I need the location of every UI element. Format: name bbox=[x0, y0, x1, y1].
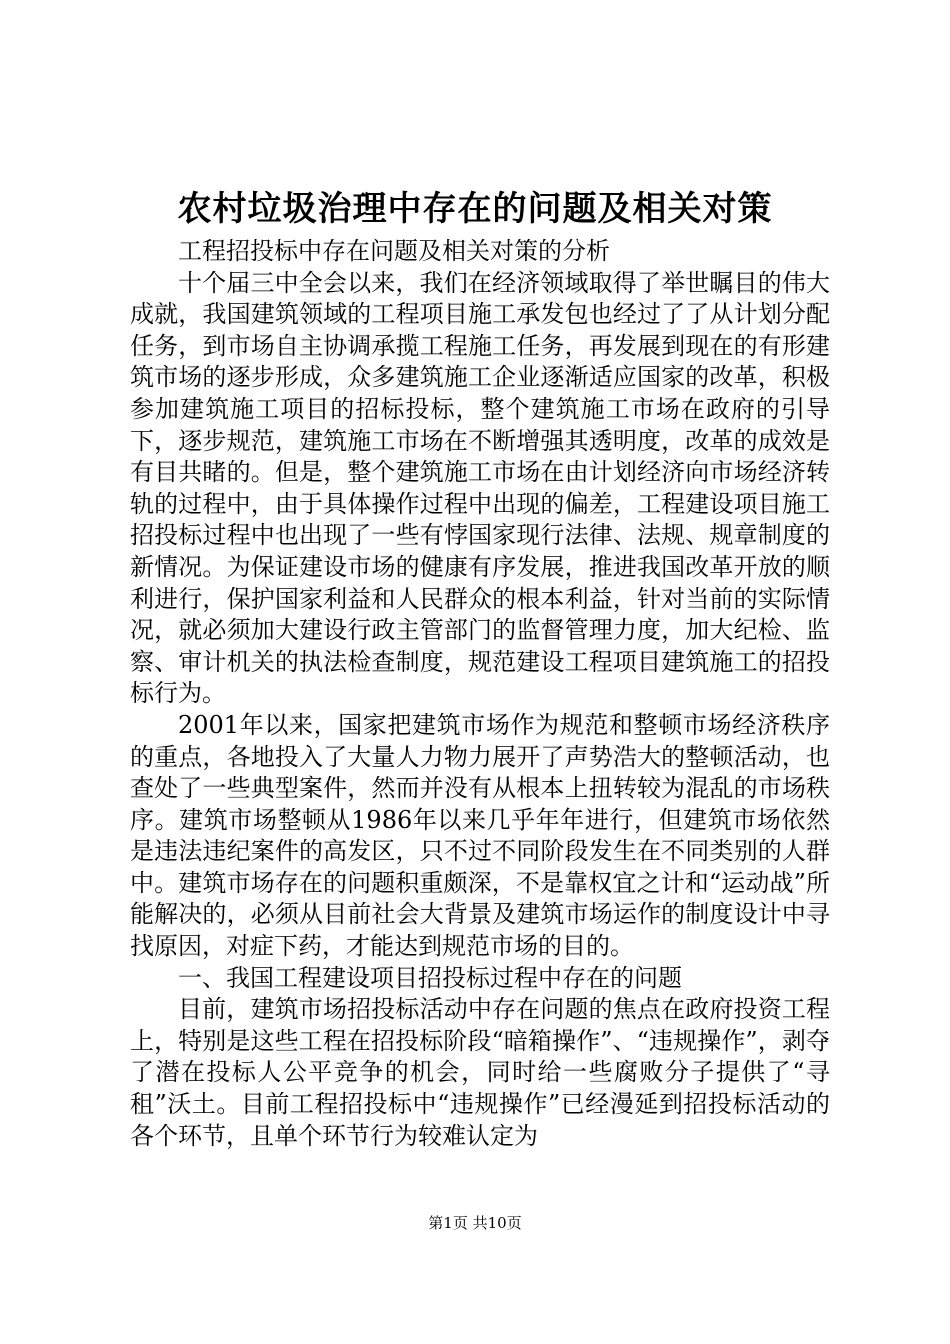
paragraph: 2001年以来，国家把建筑市场作为规范和整顿市场经济秩序的重点，各地投入了大量人力物力展开了声势浩大的整顿活动，也查处了一些典型案件，然而并没有从根本上扭转较为混乱的市场秩序。建筑市场整顿从1986年以来几乎年年进行，但建筑市场依然是违法违纪案件的高发区，只不过不同阶段发生在不同类别的人群中。建筑市场存在的问题积重颇深，不是靠权宜之计和“运动战”所能解决的，必须从目前社会大背景及建筑市场运作的制度设计中寻找原因，对症下药，才能达到规范市场的目的。 bbox=[130, 710, 830, 961]
page-footer: 第1页 共10页 bbox=[428, 1214, 522, 1232]
document-body bbox=[130, 236, 830, 1152]
paragraph: 目前，建筑市场招投标活动中存在问题的焦点在政府投资工程上，特别是这些工程在招投标阶段“暗箱操作”、“违规操作”，剥夺了潜在投标人公平竞争的机会，同时给一些腐败分子提供了“寻租”沃土。目前工程招投标中“违规操作”已经漫延到招投标活动的各个环节，且单个环节行为较难认定为 bbox=[130, 995, 830, 1150]
paragraph: 十个届三中全会以来，我们在经济领域取得了举世瞩目的伟大成就，我国建筑领域的工程项目施工承发包也经过了了从计划分配任务，到市场自主协调承揽工程施工任务，再发展到现在的有形建筑市场的逐步形成，众多建筑施工企业逐渐适应国家的改革，积极参加建筑施工项目的招标投标，整个建筑施工市场在政府的引导下，逐步规范，建筑施工市场在不断增强其透明度，改革的成效是有目共睹的。但是，整个建筑施工市场在由计划经济向市场经济转轨的过程中，由于具体操作过程中出现的偏差，工程建设项目施工招投标过程中也出现了一些有悖国家现行法律、法规、规章制度的新情况。为保证建设市场的健康有序发展，推进我国改革开放的顺利进行，保护国家利益和人民群众的根本利益，针对当前的实际情况，就必须加大建设行政主管部门的监督管理力度，加大纪检、监察、审计机关的执法检查制度，规范建设工程项目建筑施工的招投标行为。 bbox=[130, 268, 830, 708]
paragraph-subtitle: 工程招投标中存在问题及相关对策的分析 bbox=[178, 237, 610, 265]
document-title: 农村垃圾治理中存在的问题及相关对策 bbox=[177, 189, 773, 229]
section-heading: 一、我国工程建设项目招投标过程中存在的问题 bbox=[178, 963, 682, 992]
